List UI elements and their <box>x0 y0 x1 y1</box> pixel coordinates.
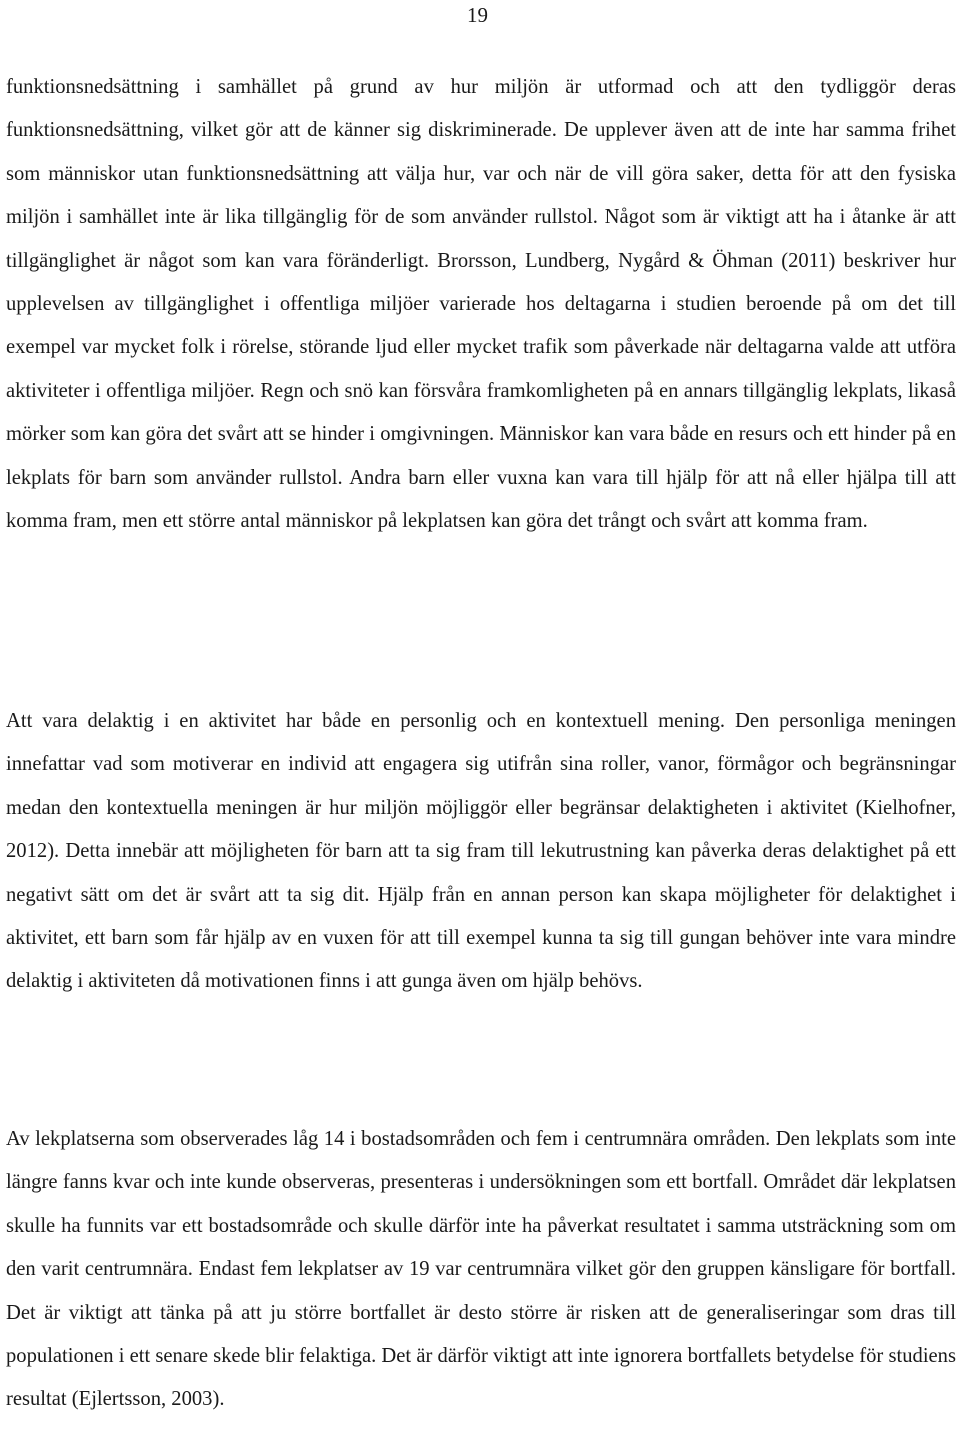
page-number: 19 <box>467 3 488 27</box>
paragraph-text: Att vara delaktig i en aktivitet har både en personlig och en kontextuell mening. Den personliga meningen innefattar vad som motiverar en individ att engagera sig utifrån sina roller, vanor, förmågor och begränsningar medan den kontextuella meningen är hur miljön möjliggör eller begränsar delaktigheten i aktivitet (Kielhofner, 2012). Detta innebär att möjligheten för barn att ta sig fram till lekutrustning kan påverka deras delaktighet på ett negativt sätt om det är svårt att ta sig dit. Hjälp från en annan person kan skapa möjligheter för delaktighet i aktivitet, ett barn som får hjälp av en vuxen för att till exempel kunna ta sig till gungan behöver inte vara mindre delaktig i aktiviteten då motivationen finns i att gunga även om hjälp behövs. <box>6 710 956 993</box>
paragraph-text: funktionsnedsättning i samhället på grund av hur miljön är utformad och att den tydliggör deras funktionsnedsättning, vilket gör att de känner sig diskriminerade. De upplever även att de inte har samma frihet som människor utan funktionsnedsättning att välja hur, var och när de vill göra saker, detta för att den fysiska miljön i samhället inte är lika tillgänglig för de som använder rullstol. Något som är viktigt att ha i åtanke är att tillgänglighet är något som kan vara föränderligt. Brorsson, Lundberg, Nygård & Öhman (2011) beskriver hur upplevelsen av tillgänglighet i offentliga miljöer varierade hos deltagarna i studien beroende på om det till exempel var mycket folk i rörelse, störande ljud eller mycket trafik som påverkade när deltagarna valde att utföra aktiviteter i offentliga miljöer. Regn och snö kan försvåra framkomligheten på en annars tillgänglig lekplats, likaså mörker som kan göra det svårt att se hinder i omgivningen. Människor kan vara både en resurs och ett hinder på en lekplats för barn som använder rullstol. Andra barn eller vuxna kan vara till hjälp för att nå eller hjälpa till att komma fram, men ett större antal människor på lekplatsen kan göra det trångt och svårt att komma fram. <box>6 76 956 533</box>
paragraph-2 <box>6 700 956 1004</box>
paragraph-3 <box>6 1118 956 1422</box>
paragraph-text: Av lekplatserna som observerades låg 14 i bostadsområden och fem i centrumnära områden. Den lekplats som inte längre fanns kvar och inte kunde observeras, presenteras i undersökningen som ett bortfall. Området där lekplatsen skulle ha funnits var ett bostadsområde och skulle därför inte ha påverkat resultatet i samma utsträckning som om den varit centrumnära. Endast fem lekplatser av 19 var centrumnära vilket gör den gruppen känsligare för bortfall. Det är viktigt att tänka på att ju större bortfallet är desto större är risken att de generaliseringar som dras till populationen i ett senare skede blir felaktiga. Det är därför viktigt att inte ignorera bortfallets betydelse för studiens resultat (Ejlertsson, 2003). <box>6 1128 956 1411</box>
paragraph-1 <box>6 66 956 543</box>
